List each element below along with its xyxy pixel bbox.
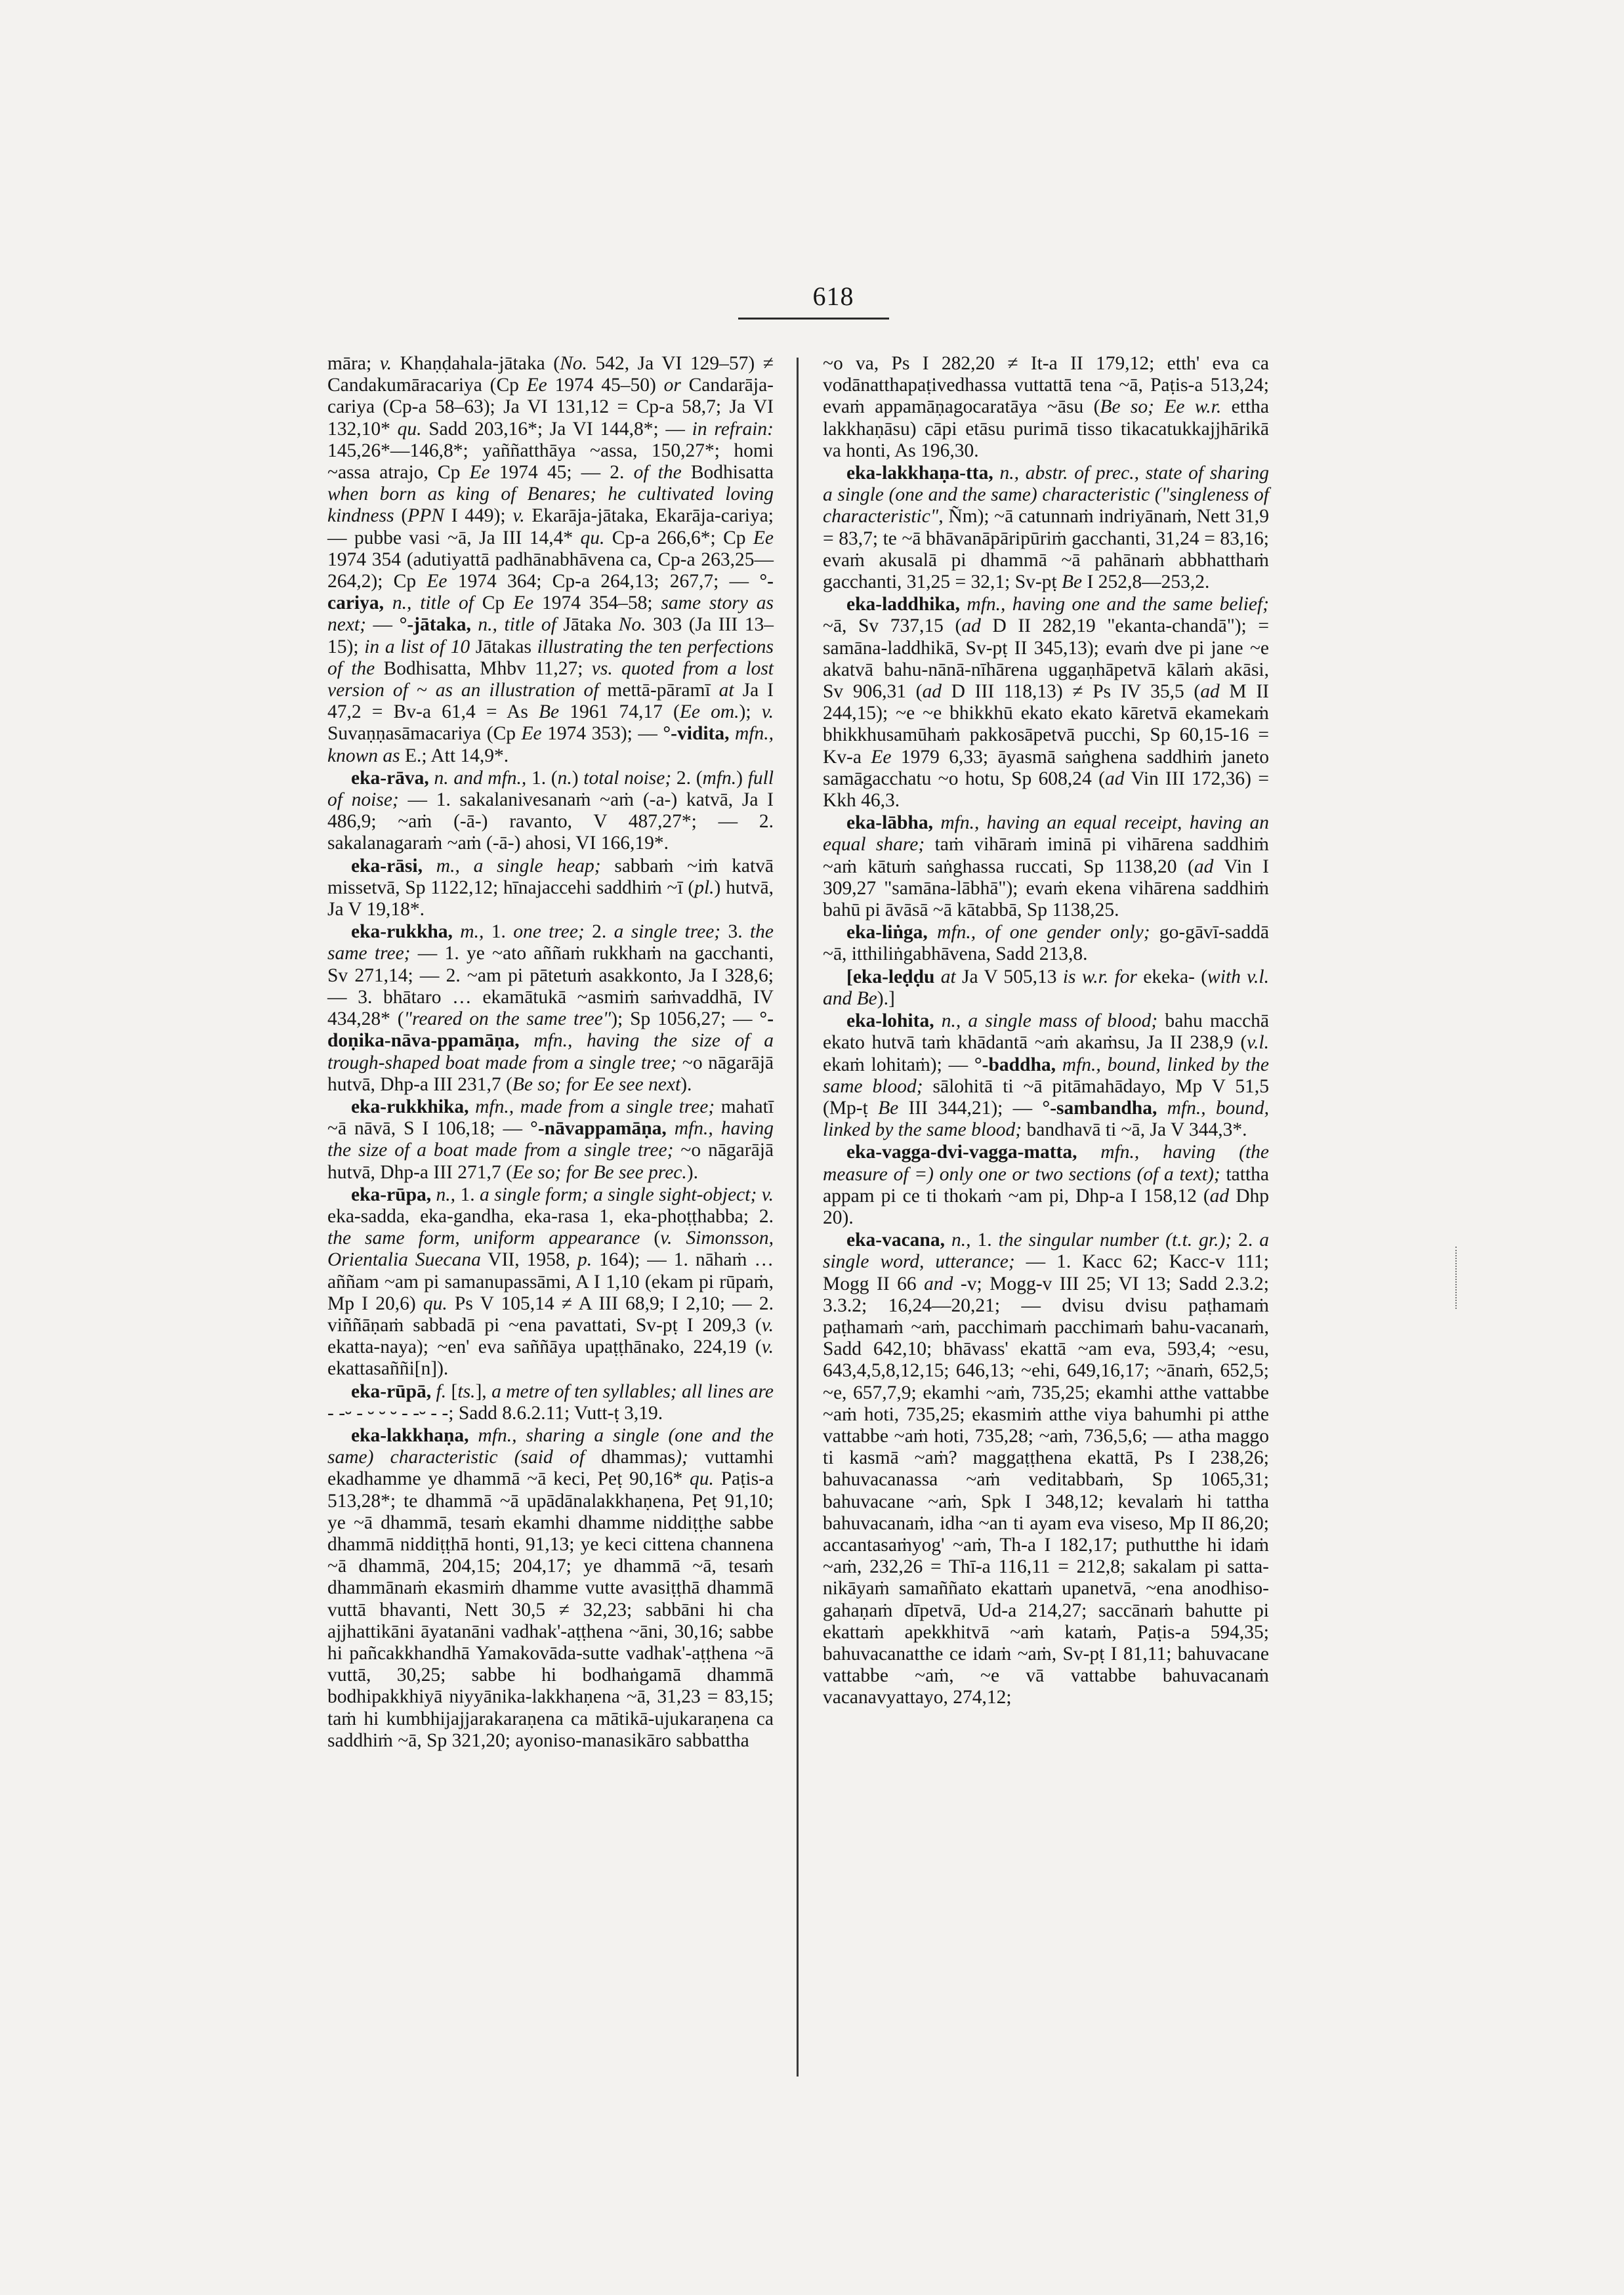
entry-gloss: pl. [694, 877, 715, 898]
entry-text: Jātakas [470, 636, 537, 657]
entry-text: — 1. ye ~ato aññaṁ rukkhaṁ na gacchanti, Sv 271,14; — 2. ~am pi pātetuṁ asakkonto, Ja I 328,6; — 3. bhātaro … ekamātukā ~asmiṁ saṁvaddhā, IV 434,28* ( [327, 943, 774, 1030]
entry-gloss: f. [436, 1380, 447, 1402]
entry-gloss: mfn., made from a single tree; [475, 1096, 715, 1117]
entry-gloss: mfn., bound, linked by the same blood; [823, 1054, 1269, 1097]
entry-gloss: n. [557, 767, 572, 789]
entry-gloss: mfn., having (the measure of =) only one or two sections (of a text); [823, 1142, 1269, 1185]
entry-gloss: "reared on the same tree" [404, 1008, 612, 1030]
entry-text: ekeka- ( [1137, 966, 1208, 987]
entry-headword: °-sambandha, [1042, 1097, 1157, 1119]
entry-gloss: ad [1200, 681, 1220, 703]
dictionary-entry [327, 353, 774, 767]
dictionary-entry [823, 594, 1269, 812]
entry-text: ~o va, Ps I 282,20 ≠ It-a II 179,12; etth' eva ca vodānatthapaṭivedhassa vuttattā tena ~ā, Paṭis-a 513,24; evaṁ appamāṇagocaratāya ~āsu ( [823, 353, 1269, 418]
entry-gloss: in a list of 10 [364, 636, 470, 657]
entry-text: [ [446, 1380, 458, 1402]
entry-headword: °-nāvappamāṇa, [530, 1118, 667, 1140]
entry-text: Cp [473, 592, 514, 614]
entry-text: 2. [1232, 1230, 1260, 1251]
entry-gloss: No. [618, 614, 646, 636]
entry-text: ) [736, 767, 748, 789]
entry-gloss: qu. [580, 527, 605, 548]
dictionary-entry [823, 353, 1269, 462]
entry-text: ], [475, 1380, 492, 1402]
entry-gloss: qu. [423, 1292, 448, 1314]
entry-headword: °-baddha, [974, 1054, 1056, 1075]
entry-gloss: n., title of [392, 592, 474, 614]
entry-text: 542, Ja VI 129–57) ≠ Candakumāracariya (Cp [327, 353, 774, 396]
entry-gloss: mfn., having the size of a boat made from a single tree; [327, 1118, 774, 1161]
entry-gloss: mfn., sharing a single (one and the same) characteristic (said of [327, 1424, 774, 1468]
entry-text: — 1. sakalanivesanaṁ ~aṁ (-a-) katvā, Ja I 486,9; ~aṁ (-ā-) ravanto, V 487,27*; — 2. sakalanagaraṁ ~aṁ (-ā-) ahosi, VI 166,19*. [327, 789, 774, 854]
entry-text: ); Sp 1056,27; — [611, 1008, 760, 1030]
column-divider [797, 358, 799, 2077]
entry-text: 1974 45–50) [547, 375, 664, 396]
entry-headword: eka-liṅga, [846, 922, 928, 943]
entry-text: go-gāvī-saddā ~ā, itthiliṅgabhāvena, Sadd 213,8. [823, 922, 1269, 965]
entry-text: Bodhisatta [681, 462, 774, 484]
entry-gloss: n., title of [478, 614, 556, 636]
entry-gloss: mfn., of one gender only; [937, 922, 1150, 943]
entry-text: 1. [970, 1230, 999, 1251]
entry-text: 1974 364; Cp-a 264,13; 267,7; — [447, 571, 760, 592]
dictionary-entry [327, 768, 774, 855]
entry-gloss: illustrating the ten perfections of the [327, 636, 774, 679]
entry-gloss: v. [761, 701, 774, 723]
entry-headword: eka-lakkhaṇa-tta, [846, 463, 993, 484]
entry-gloss: Ee so; for Be see prec. [512, 1161, 687, 1183]
entry-gloss: mfn., bound, linked by the same blood; [823, 1097, 1269, 1141]
entry-text: eka-sadda, eka-gandha, eka-rasa 1, eka-phoṭṭhabba; 2. [327, 1205, 774, 1227]
entry-text: ) [572, 767, 584, 789]
entry-headword: °-doṇika-nāva-ppamāṇa, [327, 1008, 774, 1052]
entry-text [431, 1381, 436, 1402]
entry-gloss: Be so; Ee w.r. [1100, 396, 1222, 418]
entry-text [520, 1030, 534, 1051]
entry-text [945, 1230, 951, 1251]
entry-text [757, 1184, 761, 1205]
entry-text: — 1. Kacc 62; Kacc-v 111; Mogg II 66 [823, 1251, 1269, 1294]
entry-gloss: No. [560, 353, 587, 374]
dictionary-entry [823, 922, 1269, 965]
entry-text: 1974 354–58; [533, 592, 661, 614]
dictionary-entry [327, 1184, 774, 1380]
entry-text [453, 921, 460, 942]
entry-text: Jātaka [556, 614, 619, 636]
entry-gloss: n., [951, 1230, 971, 1251]
entry-headword: eka-lābha, [846, 812, 933, 834]
entry-gloss: when born as king of Benares; he cultivated loving kindness [327, 484, 774, 527]
entry-gloss: qu. [397, 418, 422, 440]
entry-gloss: ts. [457, 1380, 476, 1402]
entry-text: Bodhisatta, Mhbv 11,27; [375, 657, 592, 679]
page-number-rule [738, 318, 889, 320]
entry-text: Cp-a 266,6*; Cp [604, 527, 753, 548]
entry-text: 1. ( [526, 767, 558, 789]
entry-gloss: Ee [469, 462, 490, 484]
entry-gloss: total noise; [583, 767, 672, 789]
entry-gloss: v. [761, 1314, 774, 1336]
entry-text [928, 922, 937, 943]
entry-text: sabbaṁ ~iṁ katvā missetvā, Sp 1122,12; hīnajaccehi saddhiṁ ~ī ( [327, 855, 774, 898]
entry-text: 1. [484, 921, 514, 943]
dictionary-entry [823, 812, 1269, 921]
entry-text: tattha appam pi ce ti thokaṁ ~am pi, Dhp-a I 158,12 ( [823, 1163, 1269, 1207]
entry-gloss: Ee [427, 571, 448, 592]
entry-gloss: Ee [521, 723, 542, 745]
entry-gloss: Ee [526, 375, 547, 396]
entry-headword: eka-rāva, [351, 767, 429, 789]
entry-gloss: is w.r. for [1062, 966, 1137, 987]
entry-text: 1974 354 (adutiyattā padhānabhāvena ca, Cp-a 263,25—264,2); Cp [327, 548, 774, 592]
entry-text: III 344,21); — [898, 1097, 1043, 1119]
entry-headword: °-vidita, [663, 723, 730, 745]
entry-text: VII, 1958, [480, 1249, 577, 1271]
page-number: 618 [812, 281, 854, 311]
entry-gloss: the same form, uniform appearance [327, 1228, 640, 1249]
entry-headword: eka-lohita, [846, 1010, 934, 1032]
entry-gloss: v. Simonsson, Orientalia Suecana [327, 1228, 774, 1271]
entry-text: ). [686, 1161, 698, 1183]
entry-text: Vin III 172,36) = Kkh 46,3. [823, 768, 1269, 812]
entry-text [384, 592, 392, 613]
entry-text: - -⏑ - ⏑ ⏑ ⏑ - -⏑ - -; Sadd 8.6.2.11; Vutt-ṭ 3,19. [327, 1402, 663, 1424]
entry-gloss: of the [633, 462, 682, 484]
entry-text: ( [640, 1228, 661, 1249]
entry-text: mahatī ~ā nāvā, S I 106,18; — [327, 1096, 774, 1140]
entry-headword: eka-rukkha, [351, 921, 453, 943]
entry-text: Khaṇḍahala-jātaka ( [392, 353, 560, 374]
entry-gloss: v. [761, 1184, 774, 1205]
entry-text: bahu macchā ekato hutvā taṁ khādantā ~aṁ akaṁsu, Ja II 238,9 ( [823, 1010, 1270, 1054]
entry-text: 1979 6,33; āyasmā saṅghena saddhiṁ janeto samāgacchatu ~o hotu, Sp 608,24 ( [823, 746, 1269, 789]
dictionary-entry [823, 1142, 1269, 1229]
entry-gloss: Be [878, 1097, 899, 1119]
entry-text: 2. [584, 921, 614, 943]
entry-gloss: v.l. [1247, 1032, 1269, 1054]
entry-text: E.; Att 14,9*. [400, 745, 509, 766]
entry-gloss: p. [577, 1249, 593, 1271]
entry-text: ~ā, Sv 737,15 ( [823, 615, 962, 637]
entry-text: 164); — 1. nāhaṁ … aññam ~am pi samanupassāmi, A I 1,10 (ekam pi rūpaṁ, Mp I 20,6) [327, 1249, 774, 1314]
entry-text: I 449); [444, 505, 513, 527]
entry-gloss: ad [922, 681, 942, 703]
entry-gloss: ad [1194, 856, 1214, 877]
entry-gloss: Be [539, 701, 560, 723]
entry-text: Ja I 47,2 = Bv-a 61,4 = As [327, 680, 774, 723]
entry-text: mettā-pāramī [598, 680, 719, 701]
entry-text [431, 1184, 436, 1205]
entry-text: Paṭis-a 513,28*; te dhammā ~ā upādānalakkhaṇena, Peṭ 91,10; ye ~ā dhammā, tesaṁ ekamhi dhamme niddiṭṭhe sabbe dhammā niddiṭṭhā honti, 91,13; ye keci cittena channena ~ā dhammā, 204,15; 204,17; ye dhammā ~ā, tesaṁ dhammānaṁ ekasmiṁ dhamme vutte avasiṭṭhā dhammā vuttā bhavanti, Nett 30,5 ≠ 32,23; sabbāni hi cha ajjhattikāni āyatanāni vadhak'-aṭṭhena ~āni, 30,16; sabbe hi pañcakkhandhā Yamakovāda-sutte vadhak'-aṭṭhena ~ā vuttā, 30,25; sabbe hi bodhaṅgamā dhammā bodhipakkhiyā niyyānika-lakkhaṇena ~ā, 31,23 = 83,15; taṁ hi kumbhijajjarakaraṇena ca mātikā-ujukaraṇena ca saddhiṁ ~ā, Sp 321,20; ayoniso-manasikāro sabbattha [327, 1468, 774, 1751]
entry-text: māra; [327, 353, 380, 374]
entry-gloss: mfn., known as [327, 723, 774, 766]
entry-gloss: v. [379, 353, 392, 374]
entry-gloss: a single form; a single sight-object; [480, 1184, 757, 1205]
entry-gloss: mfn., having one and the same belief; [967, 594, 1270, 615]
entry-gloss: n., abstr. of prec., state of sharing a single (one and the same) characteristic ("singleness of characteristic", [823, 463, 1269, 527]
entry-text: ekaṁ lohitaṁ); — [823, 1054, 974, 1075]
entry-text [934, 966, 940, 987]
dictionary-entry [327, 1381, 774, 1424]
entry-text [429, 768, 434, 789]
entry-text: taṁ vihāraṁ iminā pi vihārena saddhiṁ ~aṁ kātuṁ saṅghassa ruccati, Sp 1138,20 ( [823, 834, 1269, 877]
entry-text: D III 118,13) ≠ Ps IV 35,5 ( [941, 681, 1201, 703]
dictionary-entry [823, 1010, 1269, 1141]
entry-text: ettha lakkhaṇāsu) cāpi etāsu purimā tisso tikacatukkajjhārikā va honti, As 196,30. [823, 396, 1269, 461]
entry-text: 3. [720, 921, 750, 943]
entry-gloss: vs. quoted from a lost version of ~ as an illustration of [327, 657, 774, 701]
entry-gloss: ad [1209, 1185, 1230, 1207]
entry-gloss: PPN [407, 505, 444, 527]
entry-text [471, 614, 478, 635]
entry-text: 1974 45; — 2. [489, 462, 634, 484]
dictionary-entry [823, 1230, 1269, 1708]
entry-text [1157, 1098, 1167, 1119]
margin-mark [1455, 1247, 1458, 1309]
entry-text: 1. [455, 1184, 480, 1205]
entry-gloss: same story as next; [327, 592, 774, 636]
entry-headword: eka-rūpā, [351, 1380, 432, 1402]
entry-headword: [eka-leḍḍu [846, 966, 935, 987]
entry-text [960, 594, 967, 615]
entry-headword: °-cariya, [327, 571, 774, 614]
entry-text: ~o nāgarājā hutvā, Dhp-a III 271,7 ( [327, 1140, 774, 1183]
entry-gloss: a single word, utterance; [823, 1230, 1270, 1273]
entry-text [730, 723, 736, 744]
entry-text: 303 (Ja III 13–15); [327, 614, 774, 657]
entry-headword: eka-vacana, [846, 1230, 945, 1251]
entry-gloss: n., [436, 1184, 456, 1205]
entry-text: ekatta-naya); ~en' eva saññāya upaṭṭhānako, 224,19 ( [327, 1336, 762, 1358]
entry-text: sālohitā ti ~ā pitāmahādayo, Mp V 51,5 (Mp-ṭ [823, 1075, 1269, 1119]
entry-gloss: at [940, 966, 956, 987]
entry-text: Ja V 505,13 [955, 966, 1063, 987]
dictionary-entry [823, 463, 1269, 593]
entry-text: ); [739, 701, 762, 723]
entry-gloss: at [718, 680, 734, 701]
dictionary-entry [327, 1425, 774, 1752]
entry-text: I 252,8—253,2. [1082, 571, 1210, 593]
entry-gloss: or [663, 375, 681, 396]
entry-gloss: the same tree; [327, 921, 774, 964]
entry-headword: eka-rāsi, [351, 855, 423, 877]
entry-text: Ñm); ~ā catunnaṁ indriyānaṁ, Nett 31,9 = 83,7; te ~ā bhāvanāpāripūriṁ gacchanti, 31,24 = 83,16; evaṁ akusalā pi dhammā ~ā pahānaṁ abbhatthaṁ gacchanti, 31,25 = 32,1; Sv-pṭ [823, 506, 1269, 593]
entry-gloss: one tree; [513, 921, 585, 943]
entry-text: M II 244,15); ~e ~e bhikkhū ekato ekato kāretvā ekamekaṁ bhikkhusamūhaṁ pakkosāpetvā pucchi, Sp 60,15-16 = Kv-a [823, 681, 1269, 768]
dictionary-entry [327, 856, 774, 921]
entry-gloss: with v.l. and Be [823, 966, 1270, 1009]
entry-gloss: n., a single mass of blood; [941, 1010, 1158, 1032]
entry-text: D II 282,19 "ekanta-chandā"); = samāna-laddhikā, Sv-pṭ II 345,13); evaṁ dve pi jane ~e akatvā bahu-nānā-nīhārena uggaṇhāpetvā kālaṁ akāsi, Sv 906,31 ( [823, 615, 1269, 703]
entry-text: 145,26*—146,8*; yaññatthāya ~assa, 150,27*; homi ~assa atrajo, Cp [327, 440, 774, 484]
entry-gloss: ad [1104, 768, 1125, 789]
entry-gloss: mfn., having an equal receipt, having an equal share; [823, 812, 1269, 856]
entry-text [1056, 1054, 1062, 1075]
entry-gloss: m., a single heap; [436, 855, 601, 877]
entry-gloss: a metre of ten syllables; all lines are [491, 1380, 774, 1402]
entry-text: 1974 353); — [541, 723, 663, 745]
entry-gloss: the singular number (t.t. gr.); [998, 1230, 1232, 1251]
entry-text: Candarāja-cariya (Cp-a 58–63); Ja VI 131,12 = Cp-a 58,7; Ja VI 132,10* [327, 375, 774, 440]
entry-gloss: v. [512, 505, 525, 527]
left-column [327, 353, 774, 1752]
entry-text [1077, 1142, 1101, 1163]
entry-text: ( [394, 505, 408, 527]
entry-gloss: ad [961, 615, 981, 637]
entry-text: bandhavā ti ~ā, Ja V 344,3*. [1022, 1119, 1247, 1141]
entry-gloss: and [924, 1273, 953, 1294]
entry-headword: °-jātaka, [399, 614, 471, 636]
entry-text [667, 1118, 675, 1139]
entry-gloss: Ee om. [679, 701, 739, 723]
entry-text: dhammas [584, 1447, 676, 1468]
entry-gloss: mfn. [702, 767, 737, 789]
entry-text: Dhp 20). [823, 1185, 1269, 1228]
right-column [823, 353, 1269, 1710]
entry-headword: eka-vagga-dvi-vagga-matta, [846, 1142, 1077, 1163]
entry-gloss: n. and mfn., [434, 767, 527, 789]
entry-text: ~o nāgarājā hutvā, Dhp-a III 231,7 ( [327, 1052, 774, 1095]
entry-gloss: Ee [753, 527, 774, 548]
entry-text: Ps V 105,14 ≠ A III 68,9; I 2,10; — 2. viññāṇaṁ sabbadā pi ~ena pavattati, Sv-pṭ I 209,3 ( [327, 1292, 774, 1336]
entry-text: ekattasaññi[n]). [327, 1358, 449, 1380]
entry-gloss: ); [675, 1447, 688, 1468]
entry-text: ).] [877, 987, 895, 1009]
entry-text: Vin I 309,27 "samāna-lābhā"); evaṁ ekena vihārena saddhiṁ bahū pi āvāsā ~ā kātabbā, Sp 1138,25. [823, 856, 1269, 921]
entry-text [933, 812, 940, 833]
entry-text: ). [680, 1073, 692, 1095]
entry-gloss: Ee [513, 592, 534, 614]
entry-gloss: v. [761, 1336, 774, 1358]
entry-headword: eka-rukkhika, [351, 1096, 469, 1117]
entry-gloss: mfn., having the size of a trough-shaped boat made from a single tree; [327, 1030, 774, 1073]
dictionary-entry [823, 966, 1269, 1010]
entry-gloss: Be so; for Ee see next [512, 1073, 681, 1095]
entry-text: ) hutvā, Ja V 19,18*. [327, 877, 774, 920]
entry-gloss: Ee [871, 746, 892, 768]
entry-text: -v; Mogg-v III 25; VI 13; Sadd 2.3.2; 3.3.2; 16,24—20,21; — dvisu dvisu paṭhamaṁ paṭhamaṁ ~aṁ, pacchimaṁ pacchimaṁ bahu-vacanaṁ, Sadd 642,10; bhāvass' ekattā ~am eva, 593,4; ~esu, 643,4,5,8,12,15; 646,13; ~ehi, 649,16,17; ~ānaṁ, 652,5; ~e, 657,7,9; ekamhi ~aṁ, 735,25; ekamhi atthe vattabbe ~aṁ hoti, 735,25; ekasmiṁ atthe viya bahumhi pi atthe vattabbe ~aṁ hoti, 735,28; ~aṁ, 736,5,6; — atha maggo ti kasmā ~aṁ? maggaṭṭhena ekattā, Ps I 238,26; bahuvacanassa ~aṁ veditabbaṁ, Sp 1065,31; bahuvacane ~aṁ, Spk I 348,12; kevalaṁ hi tattha bahuvacanaṁ, idha ~an ti ayam eva viseso, Mp II 86,20; accantasaṁyog' ~aṁ, Th-a I 182,17; puthutthe hi idaṁ ~aṁ, 232,26 = Thī-a 116,11 = 212,8; sakalam pi satta-nikāyaṁ samaññato ekattaṁ upanetvā, ~ena anodhiso-gahaṇaṁ dīpetvā, Ud-a 214,27; saccānaṁ bahutte pi ekattaṁ apekkhitvā ~aṁ kataṁ, Paṭis-a 594,35; bahuvacanatthe ce idaṁ ~aṁ, Sv-pṭ I 81,11; bahuvacane vattabbe ~aṁ, ~e vā vattabbe bahuvacanaṁ vacanavyattayo, 274,12; [823, 1273, 1269, 1708]
entry-text: Sadd 203,16*; Ja VI 144,8*; — [421, 418, 692, 440]
entry-gloss: qu. [690, 1468, 714, 1490]
entry-text: 2. ( [671, 767, 703, 789]
entry-gloss: in refrain: [692, 418, 774, 440]
entry-text: Suvaṇṇasāmacariya (Cp [327, 723, 522, 745]
entry-gloss: full of noise; [327, 767, 774, 811]
dictionary-entry [327, 1096, 774, 1184]
entry-gloss: Be [1062, 571, 1083, 593]
entry-headword: eka-laddhika, [846, 594, 960, 615]
entry-gloss: a single tree; [614, 921, 721, 943]
entry-text [934, 1010, 942, 1031]
entry-text: — [365, 614, 400, 636]
entry-headword: eka-lakkhaṇa, [351, 1424, 469, 1446]
entry-gloss: m., [460, 921, 484, 943]
entry-text [469, 1096, 476, 1117]
entry-text: vuttamhi ekadhamme ye dhammā ~ā keci, Peṭ 90,16* [327, 1447, 774, 1490]
entry-text [469, 1425, 478, 1446]
entry-text [423, 856, 436, 877]
entry-text: 1961 74,17 ( [559, 701, 680, 723]
entry-text: Ekarāja-jātaka, Ekarāja-cariya; — pubbe vasi ~ā, Ja III 14,4* [327, 505, 774, 548]
entry-headword: eka-rūpa, [351, 1184, 432, 1205]
dictionary-entry [327, 921, 774, 1096]
